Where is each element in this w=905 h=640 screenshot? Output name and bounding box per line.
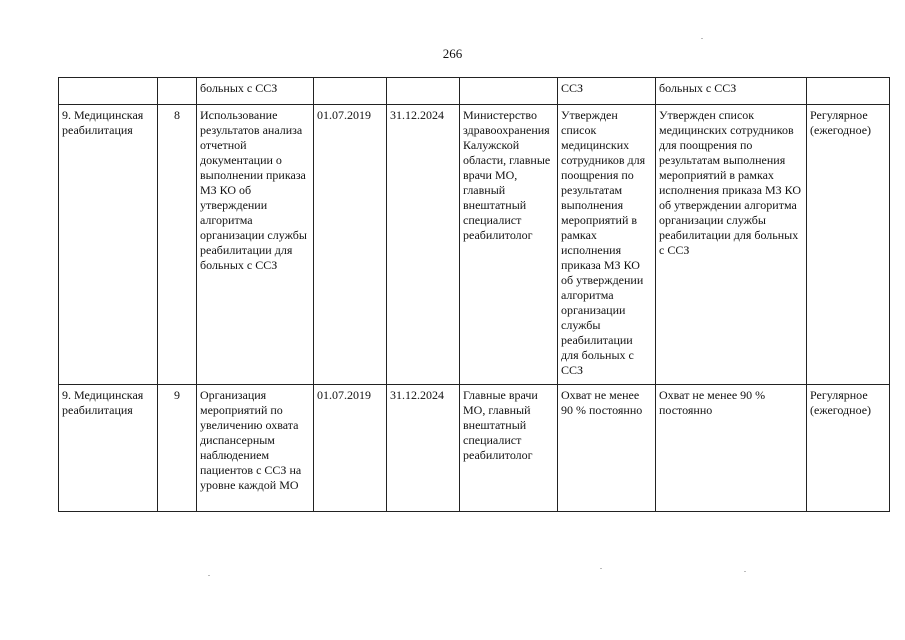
frequency-cell xyxy=(807,78,890,105)
start-date-cell: 01.07.2019 xyxy=(314,385,387,512)
activity-cell: больных с ССЗ xyxy=(197,78,314,105)
section-cell: 9. Медицинская реабилитация xyxy=(59,385,158,512)
indicator-cell: Охват не менее 90 % постоянно xyxy=(656,385,807,512)
table-row xyxy=(59,105,890,385)
indicator-cell: Утвержден список медицинских сотрудников для поощрения по результатам выполнения мероприятий в рамках исполнения приказа МЗ КО об утверждении алгоритма организации службы реабилитации для больных с ССЗ xyxy=(656,105,807,385)
page-number: 266 xyxy=(442,46,463,61)
number-cell xyxy=(158,78,197,105)
number-cell: 8 xyxy=(158,105,197,385)
end-date-cell xyxy=(387,78,460,105)
indicator-cell: больных с ССЗ xyxy=(656,78,807,105)
responsible-cell xyxy=(460,78,558,105)
end-date-cell: 31.12.2024 xyxy=(387,105,460,385)
result-cell: Охват не менее 90 % постоянно xyxy=(558,385,656,512)
frequency-cell: Регулярное (ежегодное) xyxy=(807,385,890,512)
scan-speck xyxy=(208,575,210,576)
end-date-cell: 31.12.2024 xyxy=(387,385,460,512)
activity-cell: Организация мероприятий по увеличению охвата диспансерным наблюдением пациентов с ССЗ на уровне каждой МО xyxy=(197,385,314,512)
activity-table xyxy=(58,77,890,512)
table-row xyxy=(59,385,890,512)
scan-speck xyxy=(744,571,746,572)
table-row xyxy=(59,78,890,105)
scan-speck xyxy=(701,38,703,39)
result-cell: ССЗ xyxy=(558,78,656,105)
frequency-cell: Регулярное (ежегодное) xyxy=(807,105,890,385)
scan-speck xyxy=(600,568,602,569)
responsible-cell: Министерство здравоохранения Калужской области, главные врачи МО, главный внештатный специалист реабилитолог xyxy=(460,105,558,385)
responsible-cell: Главные врачи МО, главный внештатный специалист реабилитолог xyxy=(460,385,558,512)
start-date-cell: 01.07.2019 xyxy=(314,105,387,385)
start-date-cell xyxy=(314,78,387,105)
number-cell: 9 xyxy=(158,385,197,512)
section-cell xyxy=(59,78,158,105)
result-cell: Утвержден список медицинских сотрудников для поощрения по результатам выполнения мероприятий в рамках исполнения приказа МЗ КО об утверждении алгоритма организации службы реабилитации для больных с ССЗ xyxy=(558,105,656,385)
activity-cell: Использование результатов анализа отчетной документации о выполнении приказа МЗ КО об утверждении алгоритма организации службы реабилитации для больных с ССЗ xyxy=(197,105,314,385)
section-cell: 9. Медицинская реабилитация xyxy=(59,105,158,385)
